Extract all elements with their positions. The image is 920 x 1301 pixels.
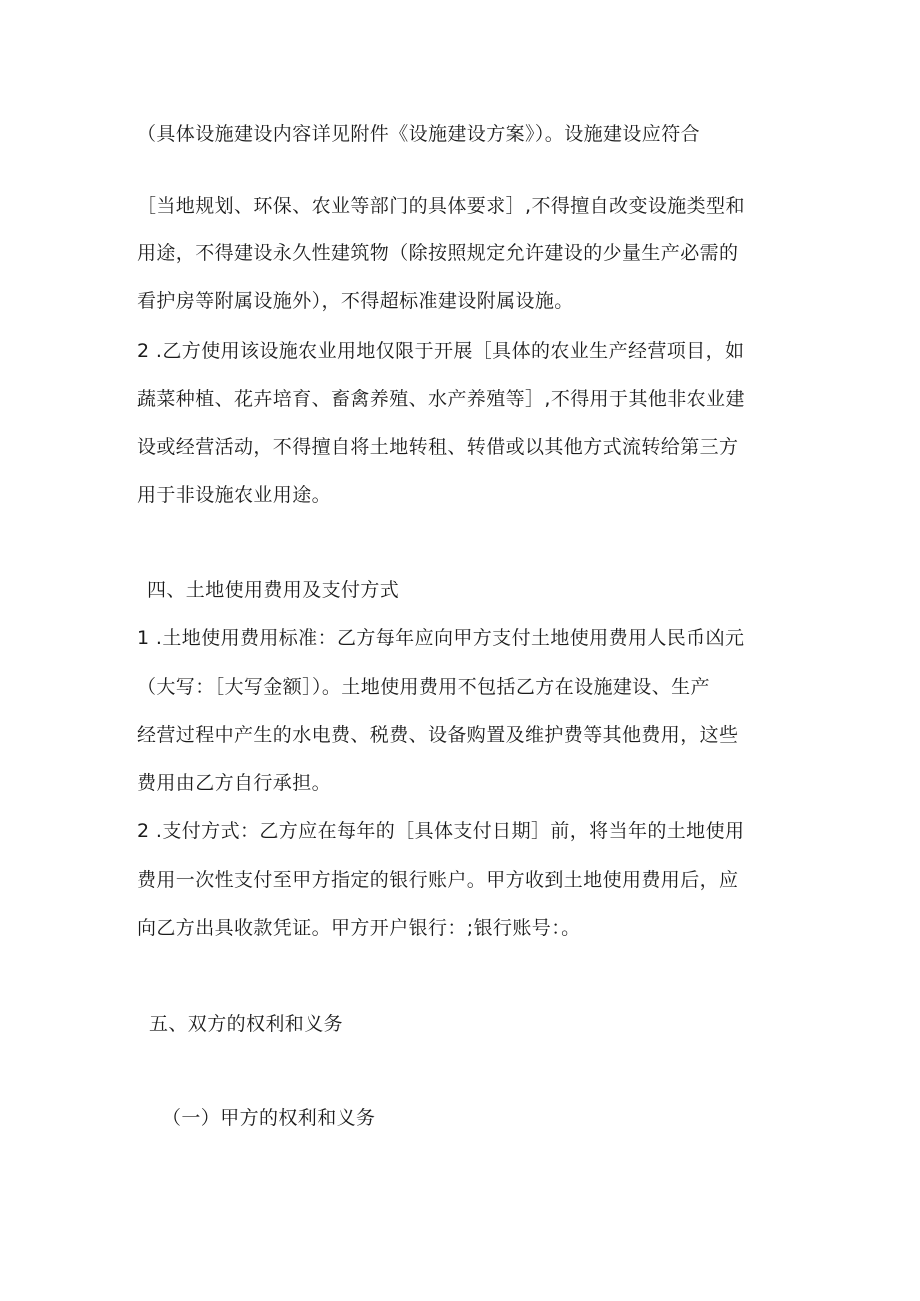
paragraph-line: 2 .乙方使用该设施农业用地仅限于开展［具体的农业生产经营项目，如 [137, 340, 745, 362]
paragraph-line: 2 .支付方式：乙方应在每年的［具体支付日期］前，将当年的土地使用 [137, 820, 745, 842]
section-heading: 四、土地使用费用及支付方式 [147, 579, 400, 601]
section-heading: 五、双方的权利和义务 [149, 1013, 344, 1035]
paragraph-line: ［当地规划、环保、农业等部门的具体要求］,不得擅自改变设施类型和 [137, 195, 745, 217]
paragraph-line: 用途，不得建设永久性建筑物（除按照规定允许建设的少量生产必需的 [137, 242, 739, 264]
paragraph-line: 用于非设施农业用途。 [137, 484, 332, 506]
paragraph-line: 看护房等附属设施外），不得超标准建设附属设施。 [137, 290, 574, 312]
paragraph-line: 费用一次性支付至甲方指定的银行账户。甲方收到土地使用费用后，应 [137, 869, 739, 891]
paragraph-line: （具体设施建设内容详见附件《设施建设方案》）。设施建设应符合 [137, 123, 701, 145]
paragraph-line: 1 .土地使用费用标准：乙方每年应向甲方支付土地使用费用人民币凶元 [137, 627, 745, 649]
paragraph-line: 向乙方出具收款凭证。甲方开户银行：;银行账号：。 [137, 917, 581, 939]
subsection-heading: （一）甲方的权利和义务 [162, 1107, 376, 1129]
paragraph-line: 经营过程中产生的水电费、税费、设备购置及维护费等其他费用，这些 [137, 724, 739, 746]
paragraph-line: （大写：［大写金额］）。土地使用费用不包括乙方在设施建设、生产 [137, 676, 710, 698]
paragraph-line: 费用由乙方自行承担。 [137, 772, 332, 794]
paragraph-line: 蔬菜种植、花卉培育、畜禽养殖、水产养殖等］,不得用于其他非农业建 [137, 388, 745, 410]
paragraph-line: 设或经营活动，不得擅自将土地转租、转借或以其他方式流转给第三方 [137, 436, 739, 458]
